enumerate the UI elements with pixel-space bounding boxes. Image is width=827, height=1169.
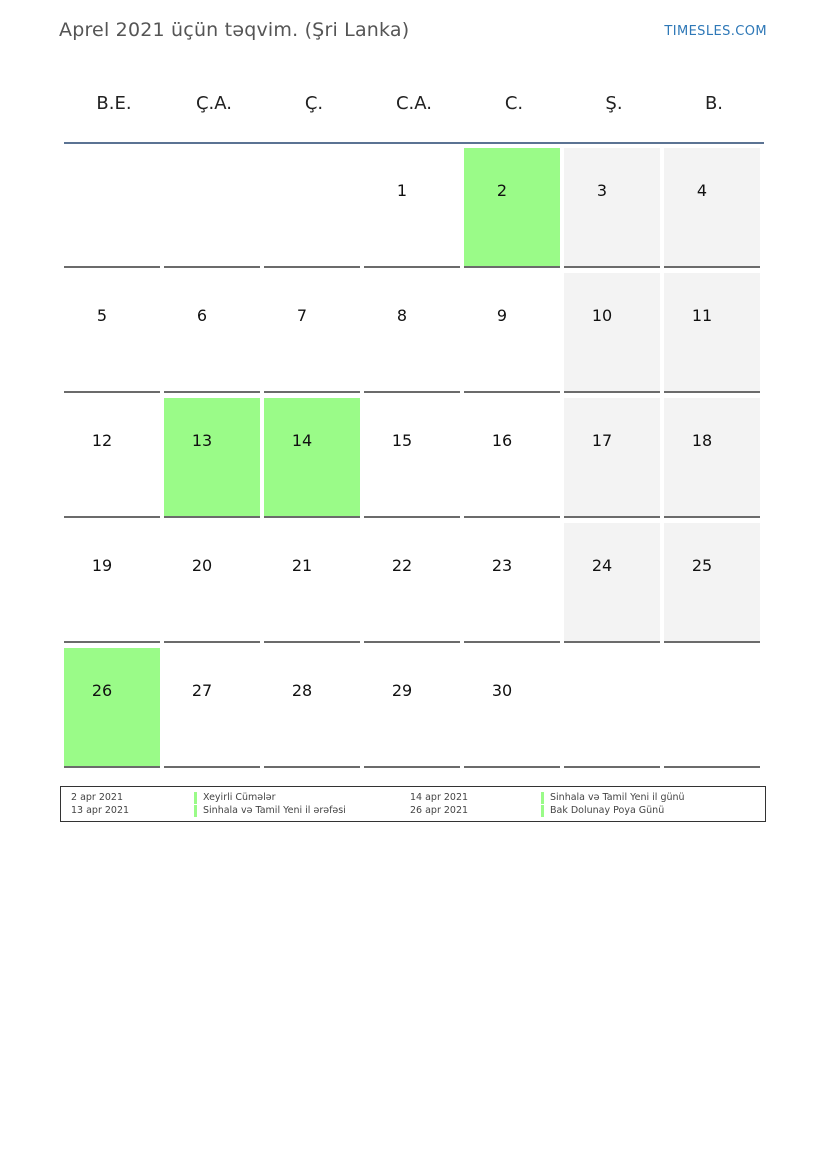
weekday-label: Ç.A. xyxy=(195,93,232,114)
day-number: 16 xyxy=(491,431,513,450)
calendar-week-row xyxy=(64,648,764,773)
day-cell xyxy=(364,648,460,768)
empty-day-cell xyxy=(264,148,360,268)
empty-day-cell xyxy=(564,648,660,768)
legend-date: 13 apr 2021 xyxy=(71,805,130,816)
day-number: 9 xyxy=(496,306,508,325)
day-number: 10 xyxy=(591,306,613,325)
weekday-label: Ç. xyxy=(304,93,324,114)
day-number: 3 xyxy=(596,181,608,200)
day-cell xyxy=(664,398,760,518)
day-number: 27 xyxy=(191,681,213,700)
day-cell xyxy=(464,273,560,393)
calendar-week-row xyxy=(64,523,764,648)
calendar-week-row xyxy=(64,148,764,273)
day-cell xyxy=(264,273,360,393)
calendar-week-row xyxy=(64,273,764,398)
day-number: 20 xyxy=(191,556,213,575)
legend-date: 26 apr 2021 xyxy=(410,805,469,816)
legend-holiday-name: Sinhala və Tamil Yeni il günü xyxy=(541,792,685,804)
day-number: 19 xyxy=(91,556,113,575)
day-cell xyxy=(164,648,260,768)
calendar-grid xyxy=(64,148,764,773)
day-number: 7 xyxy=(296,306,308,325)
day-number: 30 xyxy=(491,681,513,700)
weekday-header-row xyxy=(64,82,764,144)
day-cell xyxy=(664,148,760,268)
day-cell xyxy=(364,523,460,643)
day-cell xyxy=(264,523,360,643)
day-cell xyxy=(164,273,260,393)
day-number: 18 xyxy=(691,431,713,450)
day-cell xyxy=(664,523,760,643)
day-cell xyxy=(364,148,460,268)
brand-link[interactable]: TIMESLES.COM xyxy=(664,24,767,39)
legend-date: 14 apr 2021 xyxy=(410,792,469,803)
day-cell xyxy=(364,273,460,393)
day-number: 26 xyxy=(91,681,113,700)
weekday-label: C.A. xyxy=(395,93,432,114)
day-cell xyxy=(64,523,160,643)
day-number: 2 xyxy=(496,181,508,200)
day-number: 12 xyxy=(91,431,113,450)
calendar xyxy=(64,82,764,773)
empty-day-cell xyxy=(64,148,160,268)
holiday-day-cell xyxy=(264,398,360,518)
day-number: 22 xyxy=(391,556,413,575)
day-cell xyxy=(564,398,660,518)
weekday-label: C. xyxy=(504,93,524,114)
day-cell xyxy=(564,148,660,268)
day-cell xyxy=(264,648,360,768)
day-number: 13 xyxy=(191,431,213,450)
day-number: 1 xyxy=(396,181,408,200)
legend-holiday-name: Bak Dolunay Poya Günü xyxy=(541,805,664,817)
day-cell xyxy=(464,523,560,643)
empty-day-cell xyxy=(664,648,760,768)
day-cell xyxy=(64,398,160,518)
weekday-label: B.E. xyxy=(96,93,132,114)
day-number: 21 xyxy=(291,556,313,575)
day-number: 25 xyxy=(691,556,713,575)
day-number: 8 xyxy=(396,306,408,325)
day-number: 11 xyxy=(691,306,713,325)
empty-day-cell xyxy=(164,148,260,268)
holiday-day-cell xyxy=(464,148,560,268)
holiday-day-cell xyxy=(64,648,160,768)
day-number: 28 xyxy=(291,681,313,700)
legend-date: 2 apr 2021 xyxy=(71,792,124,803)
day-cell xyxy=(564,523,660,643)
day-number: 24 xyxy=(591,556,613,575)
day-cell xyxy=(564,273,660,393)
day-number: 6 xyxy=(196,306,208,325)
day-cell xyxy=(164,523,260,643)
day-number: 29 xyxy=(391,681,413,700)
day-number: 4 xyxy=(696,181,708,200)
legend-holiday-name: Sinhala və Tamil Yeni il ərəfəsi xyxy=(194,805,346,817)
day-number: 15 xyxy=(391,431,413,450)
legend-holiday-name: Xeyirli Cümələr xyxy=(194,792,276,804)
day-cell xyxy=(64,273,160,393)
day-cell xyxy=(464,398,560,518)
page-title: Aprel 2021 üçün təqvim. (Şri Lanka) xyxy=(59,19,410,41)
weekday-label: Ş. xyxy=(605,93,623,114)
day-cell xyxy=(664,273,760,393)
day-cell xyxy=(364,398,460,518)
day-cell xyxy=(464,648,560,768)
weekday-label: B. xyxy=(704,93,724,114)
holiday-legend xyxy=(60,786,766,822)
day-number: 23 xyxy=(491,556,513,575)
holiday-day-cell xyxy=(164,398,260,518)
day-number: 17 xyxy=(591,431,613,450)
calendar-week-row xyxy=(64,398,764,523)
day-number: 14 xyxy=(291,431,313,450)
day-number: 5 xyxy=(96,306,108,325)
